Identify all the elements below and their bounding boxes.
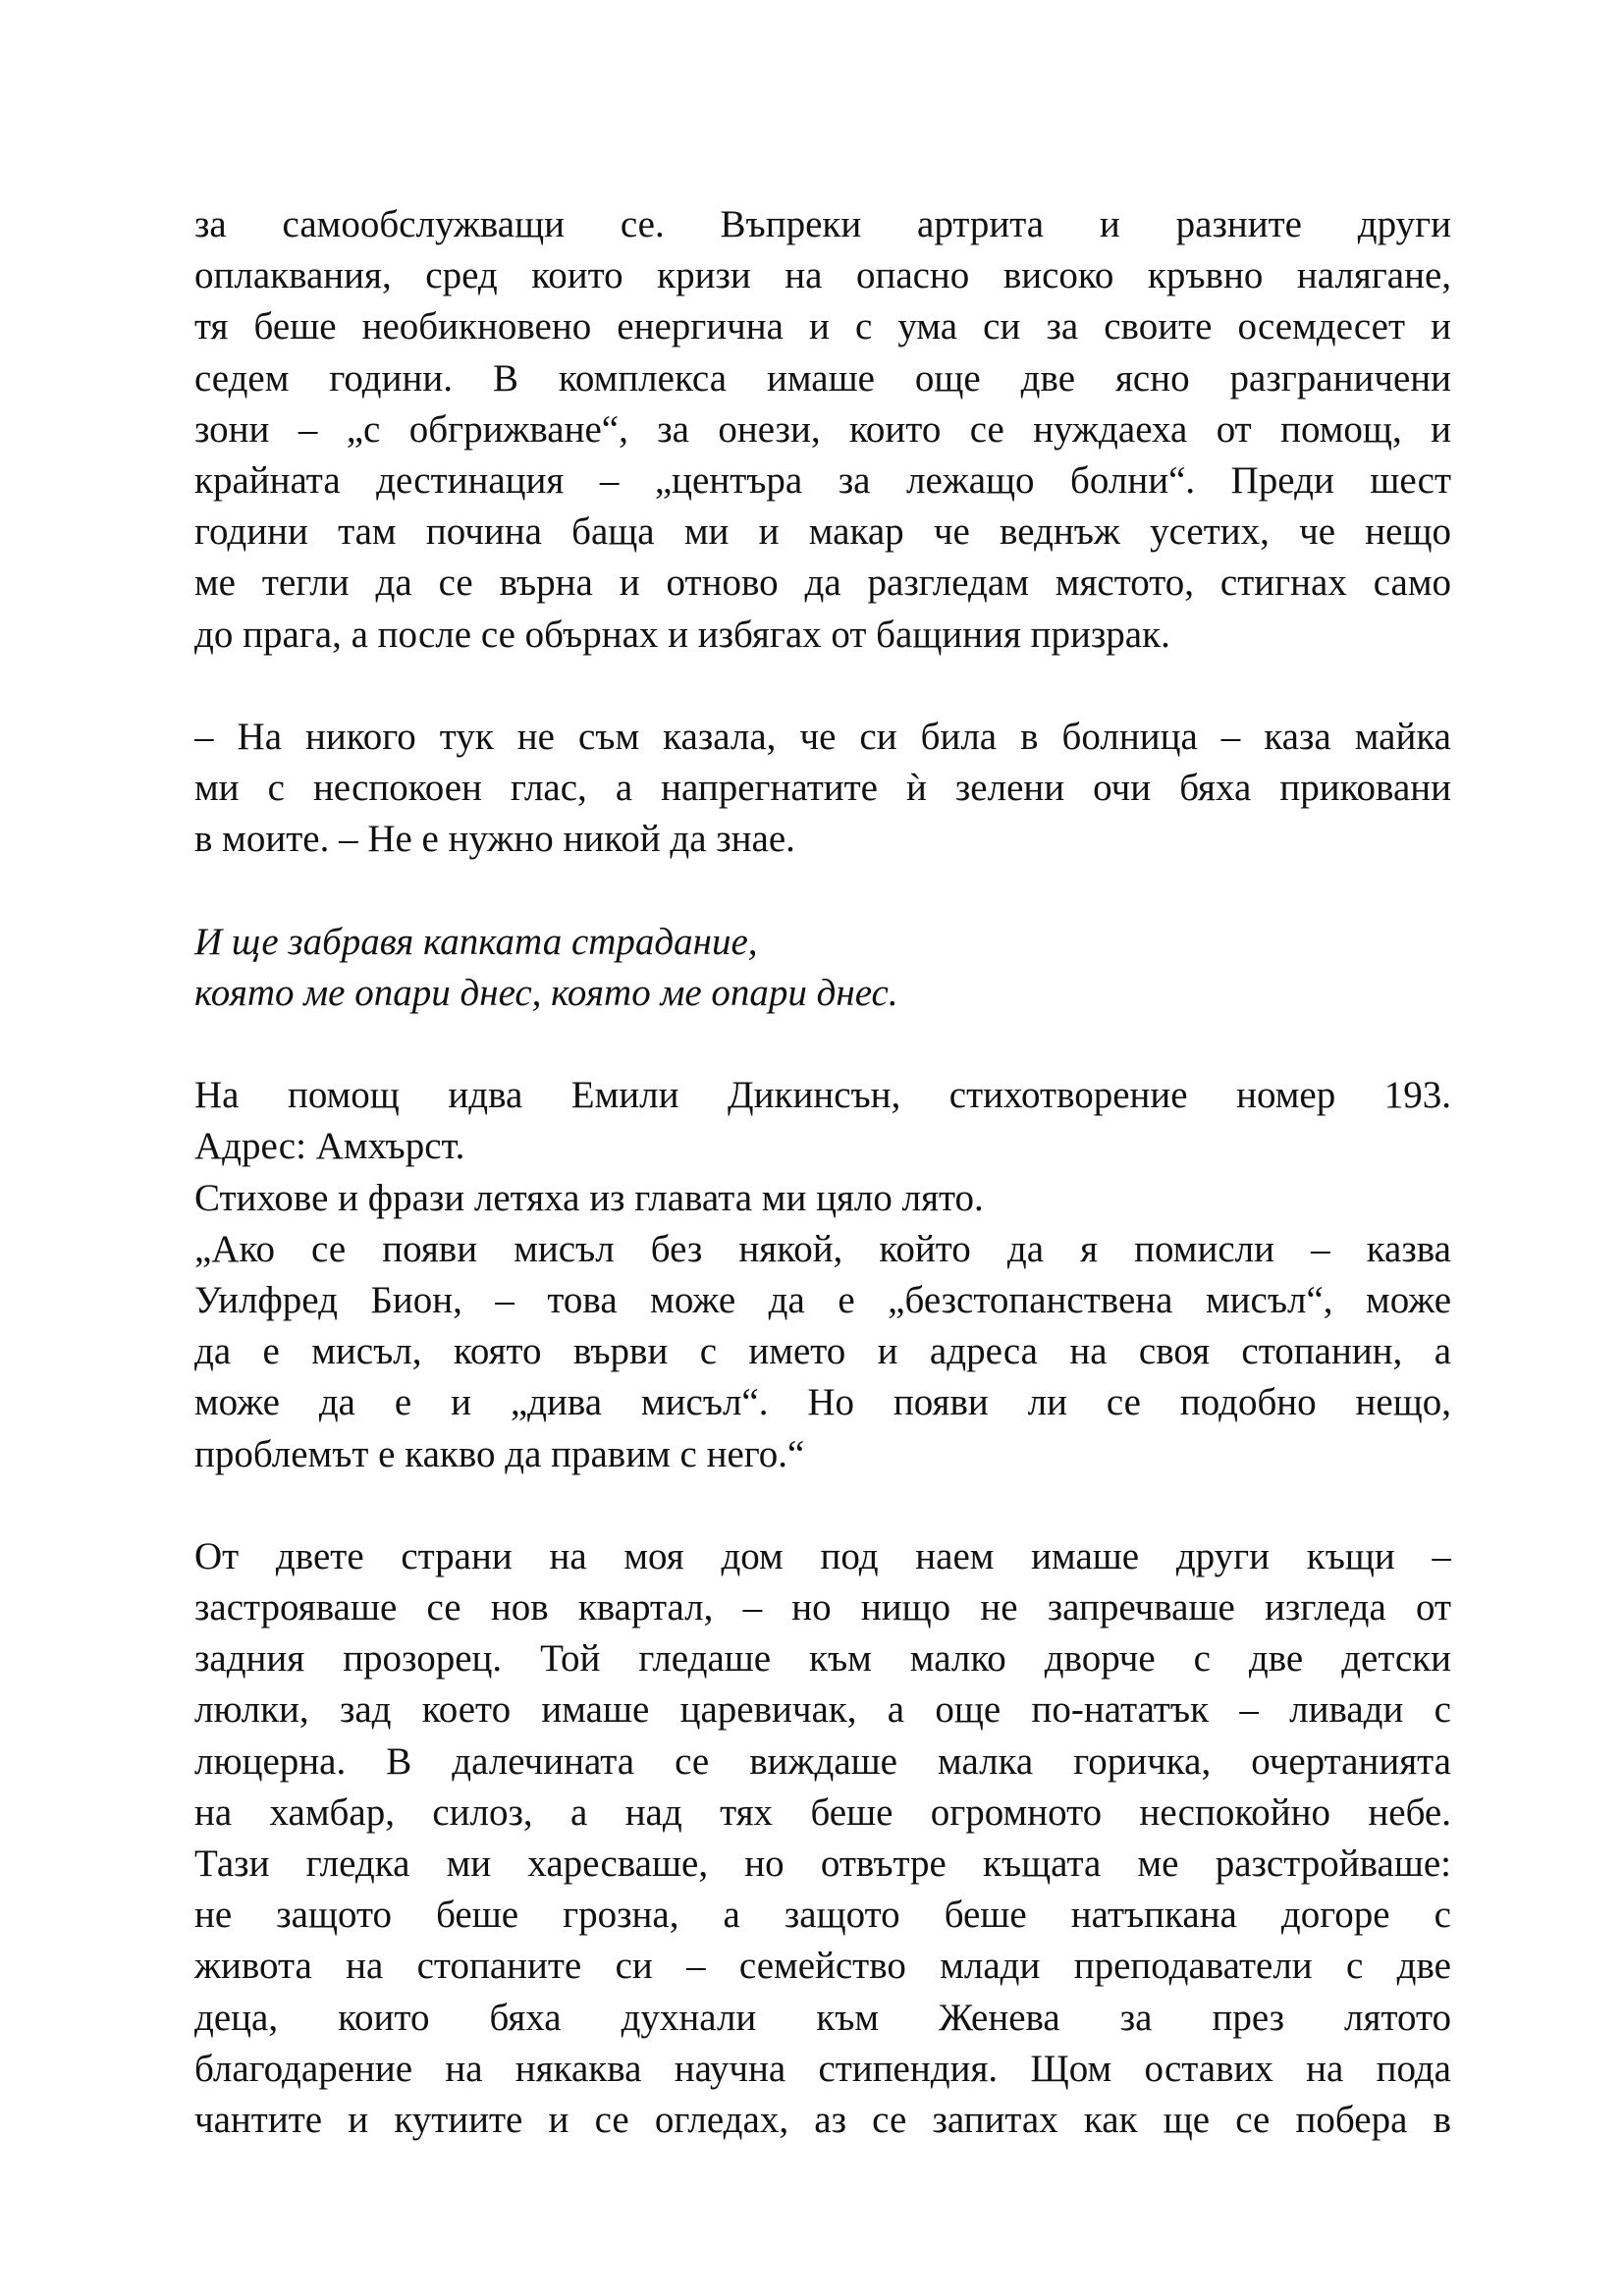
text-line: чантите и кутиите и се огледах, аз се запитах как ще се побера в [194,2098,1451,2141]
text-line: благодарение на някаква научна стипендия. Щом оставих на пода [194,2047,1451,2090]
paragraph-4 [194,1070,1451,1480]
text-line: застрояваше се нов квартал, – но нищо не запречваше изгледа от [194,1586,1451,1629]
text-line: зони – „с обгрижване“, за онези, които се нуждаеха от помощ, и [194,407,1451,451]
paragraph-2 [194,712,1451,866]
text-line: крайната дестинация – „центъра за лежащо болни“. Преди шест [194,458,1451,502]
paragraph-1 [194,199,1451,661]
text-line: задния прозорец. Той гледаше към малко дворче с две детски [194,1637,1451,1681]
text-line: години там почина баща ми и макар че веднъж усетих, че нещо [194,510,1451,554]
text-line: – На никого тук не съм казала, че си била в болница – каза майка [194,715,1451,758]
poem-quote [194,917,1451,1019]
poem-line: която ме опари днес, която ме опари днес. [194,971,898,1014]
text-line: На помощ идва Емили Дикинсън, стихотворение номер 193. [194,1074,1451,1117]
text-line: Стихове и фрази летяха из главата ми цяло лято. [194,1176,984,1219]
text-line: ме тегли да се върна и отново да разгледам мястото, стигнах само [194,561,1451,605]
text-line: до прага, а после се обърнах и избягах от бащиния призрак. [194,613,1170,656]
text-line: тя беше необикновено енергична и с ума си за своите осемдесет и [194,305,1451,348]
text-line: Тази гледка ми харесваше, но отвътре къщата ме разстройваше: [194,1842,1451,1885]
paragraph-gap [194,1480,1451,1531]
paragraph-5 [194,1531,1451,2146]
text-line: не защото беше грозна, а защото беше натъпкана догоре с [194,1894,1451,1937]
paragraph-gap [194,1019,1451,1070]
text-line: проблемът е какво да правим с него.“ [194,1432,805,1475]
text-line: да е мисъл, която върви с името и адреса на своя стопанин, а [194,1330,1451,1373]
text-line: люлки, зад което имаше царевичак, а още по-нататък – ливади с [194,1688,1451,1732]
text-line: може да е и „дива мисъл“. Но появи ли се подобно нещо, [194,1381,1451,1424]
text-line: „Ако се появи мисъл без някой, който да я помисли – казва [194,1227,1451,1270]
document-page [194,199,1451,2146]
text-line: ми с неспокоен глас, а напрегнатите ѝ зелени очи бяха приковани [194,767,1451,810]
text-line: люцерна. В далечината се виждаше малка горичка, очертанията [194,1739,1451,1783]
text-line: на хамбар, силоз, а над тях беше огромното неспокойно небе. [194,1790,1451,1834]
poem-line: И ще забравя капката страдание, [194,920,758,963]
text-line: Уилфред Бион, – това може да е „безстопанствена мисъл“, може [194,1278,1451,1321]
text-line: в моите. – Не е нужно никой да знае. [194,818,795,861]
paragraph-gap [194,865,1451,916]
text-line: оплаквания, сред които кризи на опасно високо кръвно налягане, [194,254,1451,297]
text-line: Адрес: Амхърст. [194,1125,465,1168]
text-line: живота на стопаните си – семейство млади преподаватели с две [194,1945,1451,1988]
text-line: за самообслужващи се. Въпреки артрита и разните други [194,203,1451,245]
text-line: седем години. В комплекса имаше още две ясно разграничени [194,356,1451,400]
paragraph-gap [194,661,1451,712]
text-line: деца, които бяха духнали към Женева за през лятото [194,1996,1451,2039]
text-line: От двете страни на моя дом под наем имаше други къщи – [194,1534,1451,1577]
